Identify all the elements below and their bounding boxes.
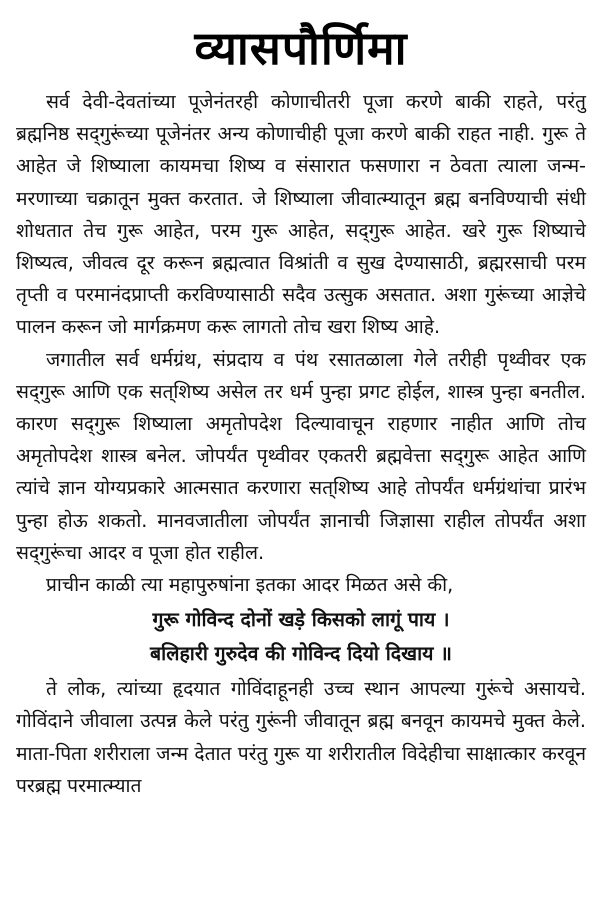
document-title: व्यासपौर्णिमा [194, 21, 408, 75]
doha-line-2: बलिहारी गुरुदेव की गोविन्द दियो दिखाय ॥ [150, 642, 452, 666]
paragraph-scriptures: जगातील सर्व धर्मग्रंथ, संप्रदाय व पंथ रसातळाला गेले तरीही पृथ्वीवर एक सद्‌गुरू आणि एक सत्‌शिष्य असेल तर धर्म पुन्हा प्रगट होईल, शास्त्र पुन्हा बनतील. कारण सद्‌गुरू शिष्याला अमृतोपदेश दिल्यावाचून राहणार नाहीत आणि तोच अमृतोपदेश शास्त्र बनेल. जोपर्यंत पृथ्वीवर एकतरी ब्रह्मवेत्ता सद्‌गुरू आहेत आणि त्यांचे ज्ञान योग्यप्रकारे आत्मसात करणारा सत्‌शिष्य आहे तोपर्यंत धर्मग्रंथांचा प्रारंभ पुन्हा होऊ शकतो. मानवजातीला जोपर्यंत ज्ञानाची जिज्ञासा राहील तोपर्यंत अशा सद्‌गुरूंचा आदर व पूजा होत राहील. [16, 347, 586, 564]
intro-line: प्राचीन काळी त्या महापुरुषांना इतका आदर मिळत असे की, [46, 573, 454, 597]
doha-line-1: गुरू गोविन्द दोनों खड़े किसको लागूं पाय । [152, 608, 450, 632]
paragraph-closing: ते लोक, त्यांच्या हृदयात गोविंदाहूनही उच्च स्थान आपल्या गुरूंचे असायचे. गोविंदाने जीवाला उत्पन्न केले परंतु गुरूंनी जीवातून ब्रह्म बनवून कायमचे मुक्त केले. माता-पिता शरीराला जन्म देतात परंतु गुरू या शरीरातील विदेहीचा साक्षात्कार करवून परब्रह्म परमात्म्यात [16, 677, 586, 797]
paragraph-guru-worship: सर्व देवी-देवतांच्या पूजेनंतरही कोणाचीतरी पूजा करणे बाकी राहते, परंतु ब्रह्मनिष्ठ सद्‌गुरूंच्या पूजेनंतर अन्य कोणाचीही पूजा करणे बाकी राहत नाही. गुरू ते आहेत जे शिष्याला कायमचा शिष्य व संसारात फसणारा न ठेवता त्याला जन्म-मरणाच्या चक्रातून मुक्त करतात. जे शिष्याला जीवात्म्यातून ब्रह्म बनविण्याची संधी शोधतात तेच गुरू आहेत, परम गुरू आहेत, सद्‌गुरू आहेत. खरे गुरू शिष्याचे शिष्यत्व, जीवत्व दूर करून ब्रह्मत्वात विश्रांती व सुख देण्यासाठी, ब्रह्मरसाची परम तृप्ती व परमानंदप्राप्ती करविण्यासाठी सदैव उत्सुक असतात. अशा गुरूंच्या आज्ञेचे पालन करून जो मार्गक्रमण करू लागतो तोच खरा शिष्य आहे. [16, 90, 586, 339]
